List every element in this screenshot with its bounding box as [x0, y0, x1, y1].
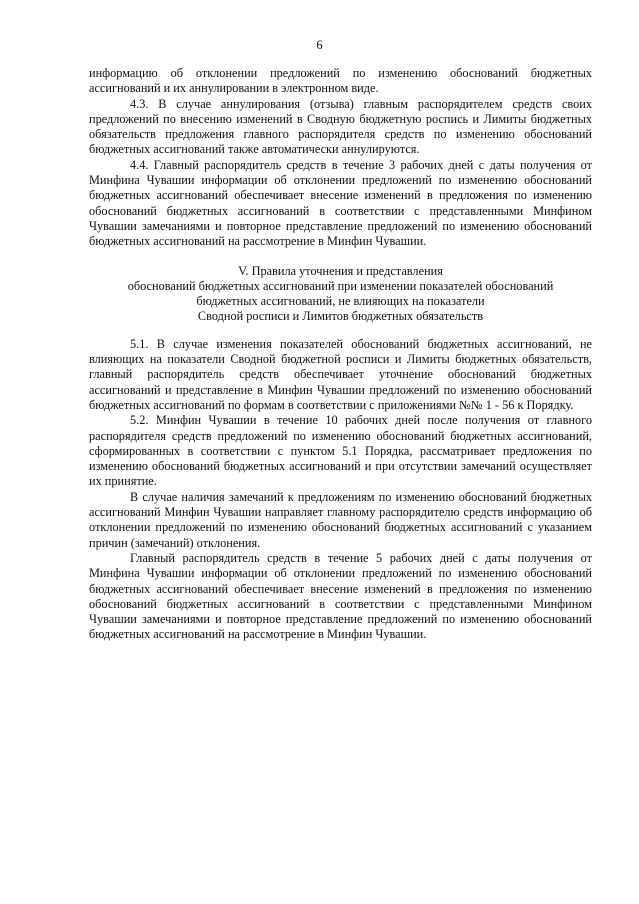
- section-title-line: V. Правила уточнения и представления: [238, 263, 443, 278]
- section-title-line: Сводной росписи и Лимитов бюджетных обязательств: [197, 309, 484, 324]
- page-number: 6: [316, 38, 323, 52]
- paragraph-5-1: 5.1. В случае изменения показателей обоснований бюджетных ассигнований, не влияющих на показатели Сводной бюджетной росписи и Лимиты бюджетных обязательств, главный распорядитель средств обеспечивает уточнение обоснований бюджетных ассигнований и представление в Минфин Чувашии предложений по изменению обоснований бюджетных ассигнований по формам в соответствии с приложениями №№ 1 - 56 к Порядку.: [89, 336, 592, 412]
- document-body: [89, 66, 592, 643]
- paragraph-4-4: 4.4. Главный распорядитель средств в течение 3 рабочих дней с даты получения от Минфина Чувашии информации об отклонении предложений по изменению обоснований бюджетных ассигнований обеспечивает внесение изменений в предложения по изменению обоснований бюджетных ассигнований в соответствии с представленными Минфином Чувашии замечаниями и повторное представление предложений по изменению обоснований бюджетных ассигнований на рассмотрение в Минфин Чувашии.: [89, 157, 592, 249]
- section-v-title: [89, 264, 592, 325]
- paragraph-5-2: 5.2. Минфин Чувашии в течение 10 рабочих дней после получения от главного распорядителя средств предложений по изменению обоснований бюджетных ассигнований, сформированных в соответствии с пунктом 5.1 Порядка, рассматривает предложения по изменению обоснований бюджетных ассигнований и при отсутствии замечаний осуществляет их принятие.: [89, 413, 592, 489]
- paragraph-4-3: 4.3. В случае аннулирования (отзыва) главным распорядителем средств своих предложений по внесению изменений в Сводную бюджетную роспись и Лимиты бюджетных обязательств предложения главного распорядителя средств по изменению обоснований бюджетных ассигнований также автоматически аннулируются.: [89, 96, 592, 157]
- section-title-line: обоснований бюджетных ассигнований при изменении показателей обоснований: [127, 278, 554, 293]
- paragraph-4-2-continuation: информацию об отклонении предложений по изменению обоснований бюджетных ассигнований и их аннулировании в электронном виде.: [89, 66, 592, 96]
- section-title-line: бюджетных ассигнований, не влияющих на показатели: [196, 294, 485, 309]
- paragraph-resubmission: Главный распорядитель средств в течение 5 рабочих дней с даты получения от Минфина Чувашии информации об отклонении предложений по изменению обоснований бюджетных ассигнований обеспечивает внесение изменений в предложения по изменению обоснований бюджетных ассигнований в соответствии с представленными Минфином Чувашии замечаниями и повторное представление предложений по изменению обоснований бюджетных ассигнований на рассмотрение в Минфин Чувашии.: [89, 550, 592, 642]
- paragraph-remarks: В случае наличия замечаний к предложениям по изменению обоснований бюджетных ассигнований Минфин Чувашии направляет главному распорядителю средств информацию об отклонении предложений по изменению обоснований бюджетных ассигнований с указанием причин (замечаний) отклонения.: [89, 489, 592, 550]
